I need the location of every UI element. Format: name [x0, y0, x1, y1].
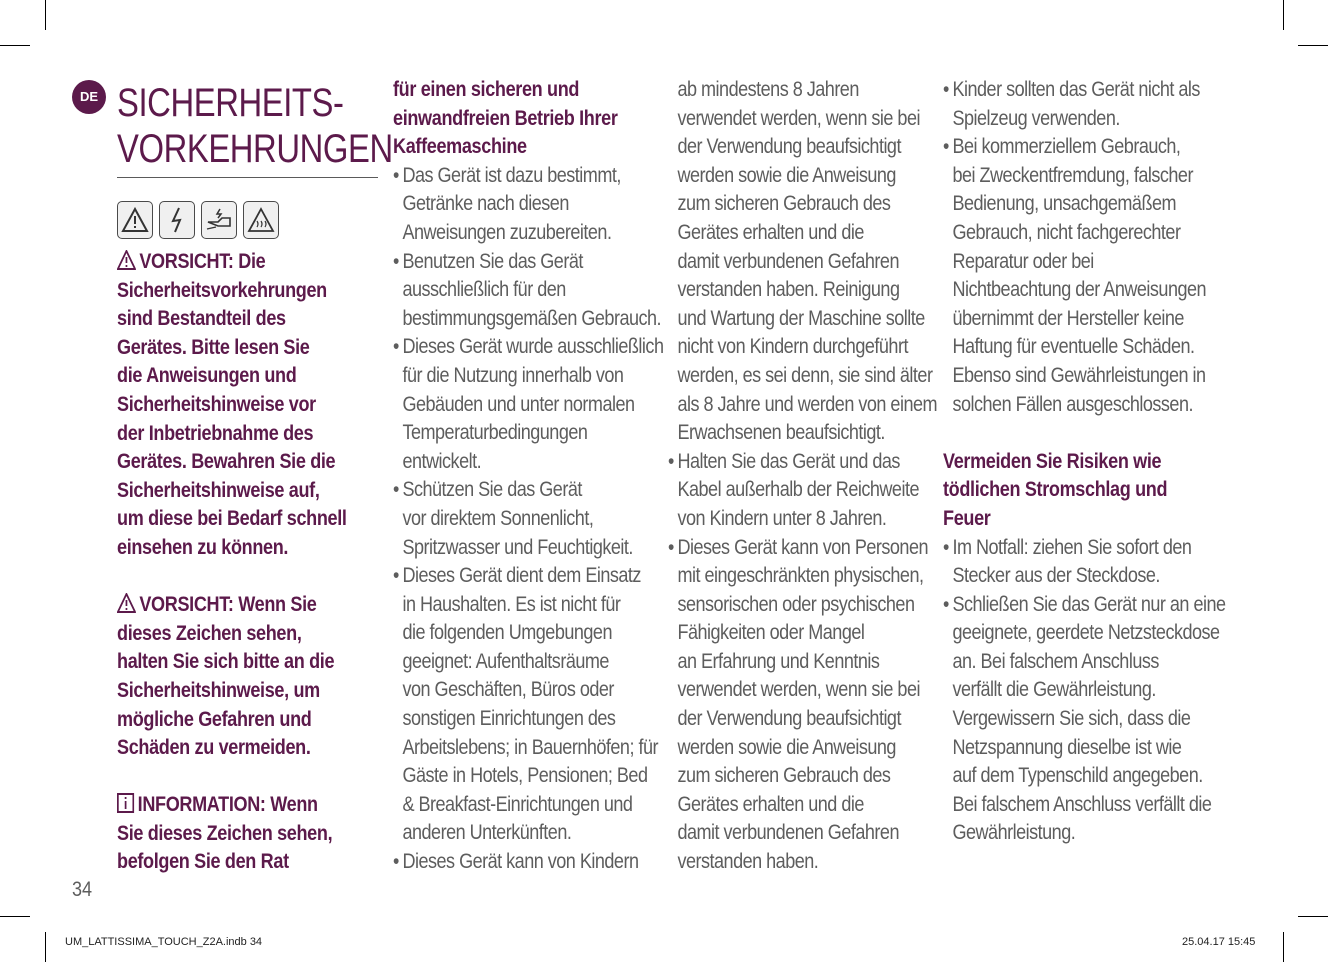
text-line: [117, 791, 347, 820]
text-line: Vergewissern Sie sich, dass die: [952, 707, 1191, 731]
text-line: zum sicheren Gebrauch des: [677, 764, 891, 788]
text-line: zum sicheren Gebrauch des: [677, 192, 891, 216]
text-line: verstanden haben. Reinigung: [677, 278, 900, 302]
text-line: Gewährleistung.: [952, 821, 1076, 845]
text-line: Bei kommerziellem Gebrauch,: [952, 135, 1181, 159]
text-line: Feuer: [943, 506, 991, 530]
list-item: • Im Notfall: ziehen Sie sofort den Stecker aus der Steckdose.: [943, 534, 1226, 591]
text-line: & Breakfast-Einrichtungen und: [402, 792, 633, 816]
text-line: Netzspannung dieselbe ist wie: [952, 735, 1182, 759]
text-line: INFORMATION: Wenn: [137, 793, 318, 817]
text-line: Spielzeug verwenden.: [952, 106, 1120, 130]
text-line: VORSICHT: Wenn Sie: [139, 593, 317, 617]
text-line: Schützen Sie das Gerät: [402, 478, 582, 502]
text-line: Stecker aus der Steckdose.: [952, 564, 1160, 588]
text-line: der Inbetriebnahme des: [117, 421, 314, 445]
text-line: Kaffeemaschine: [393, 135, 527, 159]
text-line: Gäste in Hotels, Pensionen; Bed: [402, 764, 648, 788]
text-line: für die Nutzung innerhalb von: [402, 363, 624, 387]
list-item: • Das Gerät ist dazu bestimmt, Getränke nach diesen Anweisungen zuzubereiten.: [393, 162, 663, 248]
text-line: Das Gerät ist dazu bestimmt,: [402, 163, 621, 187]
text-line: VORSICHT: Die: [139, 250, 266, 273]
text-line: Sicherheitshinweise auf,: [117, 478, 320, 502]
text-line: von Geschäften, Büros oder: [402, 678, 614, 702]
text-line: an Erfahrung und Kenntnis: [677, 649, 880, 673]
text-line: die folgenden Umgebungen: [402, 621, 612, 645]
warning-icon: [117, 201, 153, 239]
list-item-continuation: [668, 76, 937, 448]
list-item: • Dieses Gerät kann von Kindern: [393, 848, 663, 877]
text-line: Dieses Gerät dient dem Einsatz: [402, 564, 641, 588]
text-line: Schäden zu vermeiden.: [117, 736, 311, 760]
text-line: dieses Zeichen sehen,: [117, 621, 302, 645]
warning-block-1: [117, 248, 347, 877]
text-line: entwickelt.: [402, 449, 482, 473]
text-line: Haftung für eventuelle Schäden.: [952, 335, 1195, 359]
section-heading: [393, 76, 663, 162]
text-line: für einen sicheren und: [393, 78, 580, 101]
text-line: der Verwendung beaufsichtigt: [677, 707, 901, 731]
text-line: tödlichen Stromschlag und: [943, 478, 1168, 502]
text-line: einwandfreien Betrieb Ihrer: [393, 106, 618, 130]
text-line: einsehen zu können.: [117, 535, 289, 559]
text-line: [117, 248, 347, 277]
text-line: Kabel außerhalb der Reichweite: [677, 478, 919, 502]
text-line: werden sowie die Anweisung: [677, 735, 896, 759]
text-line: verstanden haben.: [677, 850, 819, 874]
hot-surface-icon: [243, 201, 279, 239]
text-line: nicht von Kindern durchgeführt: [677, 335, 908, 359]
list-item: • Schützen Sie das Gerät vor direktem Sonnenlicht, Spritzwasser und Feuchtigkeit.: [393, 476, 663, 562]
electric-shock-icon: [159, 201, 195, 239]
text-line: die Anweisungen und: [117, 364, 297, 388]
text-line: ab mindestens 8 Jahren: [677, 78, 859, 101]
text-line: ausschließlich für den: [402, 278, 566, 302]
hand-hazard-icon: [201, 201, 237, 239]
text-line: mit eingeschränkten physischen,: [677, 564, 924, 588]
text-line: Fähigkeiten oder Mangel: [677, 621, 865, 645]
list-item: • Halten Sie das Gerät und das Kabel außerhalb der Reichweite von Kindern unter 8 Jahren.: [668, 448, 937, 534]
text-line: Gerätes erhalten und die: [677, 792, 864, 816]
list-item: • Dieses Gerät kann von Personen mit eingeschränkten physischen, sensorischen oder psychischen Fähigkeiten oder Mangel an Erfahrung und Kenntnis verwendet werden, wenn sie bei der Verwendung beaufsichtigt werden sowie die Anweisung zum sicheren Gebrauch des Gerätes erhalten und die damit verbundenen Gefahren verstanden haben.: [668, 534, 937, 877]
text-line: damit verbundenen Gefahren: [677, 249, 899, 273]
text-line: vor direktem Sonnenlicht,: [402, 506, 594, 530]
text-line: Bei falschem Anschluss verfällt die: [952, 792, 1212, 816]
crop-mark: [45, 932, 46, 962]
page-number: 34: [72, 878, 93, 901]
text-line: anderen Unterkünften.: [402, 821, 572, 845]
text-line: halten Sie sich bitte an die: [117, 650, 335, 674]
crop-mark: [1298, 916, 1328, 917]
text-line: Sicherheitshinweise, um: [117, 678, 320, 702]
text-line: sonstigen Einrichtungen des: [402, 707, 616, 731]
list-item: • Dieses Gerät dient dem Einsatz in Haushalten. Es ist nicht für die folgenden Umgebungen geeignet: Aufenthaltsräume von Geschäften, Büros oder sonstigen Einrichtungen des Arbeitslebens; in Bauernhöfen; für Gäste in Hotels, Pensionen; Bed & Breakfast-Einrichtungen und anderen Unterkünften.: [393, 562, 663, 848]
text-line: verwendet werden, wenn sie bei: [677, 678, 920, 702]
text-line: an. Bei falschem Anschluss: [952, 649, 1159, 673]
column-2: [393, 76, 708, 877]
safety-icon-row: [117, 201, 279, 239]
text-line: in Haushalten. Es ist nicht für: [402, 592, 621, 616]
text-line: Ebenso sind Gewährleistungen in: [952, 363, 1206, 387]
warning-icon: [117, 250, 136, 270]
text-line: Vermeiden Sie Risiken wie: [943, 449, 1162, 473]
title-line: SICHERHEITS-: [117, 81, 344, 125]
section-heading: [943, 448, 1226, 534]
text-line: Anweisungen zuzubereiten.: [402, 220, 612, 244]
page-title: [117, 80, 393, 172]
text-line: Gebäuden und unter normalen: [402, 392, 635, 416]
bullet-list: [668, 76, 937, 877]
text-line: als 8 Jahre und werden von einem: [677, 392, 938, 416]
column-4: [943, 76, 1272, 848]
text-line: Im Notfall: ziehen Sie sofort den: [952, 535, 1192, 559]
text-line: Sicherheitsvorkehrungen: [117, 278, 327, 302]
text-line: Dieses Gerät kann von Kindern: [402, 850, 639, 874]
list-item: • Dieses Gerät wurde ausschließlich für die Nutzung innerhalb von Gebäuden und unter normalen Temperaturbedingungen entwickelt.: [393, 333, 663, 476]
crop-mark: [1283, 0, 1284, 30]
text-line: Reparatur oder bei: [952, 249, 1094, 273]
title-line: VORKEHRUNGEN: [117, 127, 393, 171]
language-badge: DE: [72, 80, 106, 114]
text-line: mögliche Gefahren und: [117, 707, 312, 731]
crop-mark: [1298, 45, 1328, 46]
text-line: Dieses Gerät kann von Personen: [677, 535, 929, 559]
text-line: der Verwendung beaufsichtigt: [677, 135, 901, 159]
text-line: werden sowie die Anweisung: [677, 163, 896, 187]
text-line: verwendet werden, wenn sie bei: [677, 106, 920, 130]
text-line: und Wartung der Maschine sollte: [677, 306, 925, 330]
text-line: geeignete, geerdete Netzsteckdose: [952, 621, 1220, 645]
text-line: Bedienung, unsachgemäßem: [952, 192, 1177, 216]
text-line: Erwachsenen beaufsichtigt.: [677, 421, 885, 445]
text-line: Temperaturbedingungen: [402, 421, 588, 445]
text-line: Gerätes. Bitte lesen Sie: [117, 335, 310, 359]
text-line: auf dem Typenschild angegeben.: [952, 764, 1203, 788]
text-line: Arbeitslebens; in Bauernhöfen; für: [402, 735, 659, 759]
column-3: [668, 76, 981, 877]
text-line: Schließen Sie das Gerät nur an eine: [952, 592, 1226, 616]
list-item: • Benutzen Sie das Gerät ausschließlich für den bestimmungsgemäßen Gebrauch.: [393, 248, 663, 334]
text-line: Gebrauch, nicht fachgerechter: [952, 220, 1181, 244]
text-line: Nichtbeachtung der Anweisungen: [952, 278, 1207, 302]
info-icon: [117, 793, 134, 813]
footer-filename: UM_LATTISSIMA_TOUCH_Z2A.indb 34: [65, 936, 263, 948]
text-line: verfällt die Gewährleistung.: [952, 678, 1156, 702]
text-line: bei Zweckentfremdung, falscher: [952, 163, 1193, 187]
text-line: Sie dieses Zeichen sehen,: [117, 821, 333, 845]
text-line: geeignet: Aufenthaltsräume: [402, 649, 609, 673]
text-line: Spritzwasser und Feuchtigkeit.: [402, 535, 633, 559]
text-line: Getränke nach diesen: [402, 192, 569, 216]
list-item: • Bei kommerziellem Gebrauch, bei Zweckentfremdung, falscher Bedienung, unsachgemäßem Gebrauch, nicht fachgerechter Reparatur oder bei Nichtbeachtung der Anweisungen übernimmt der Hersteller keine Haftung für eventuelle Schäden. Ebenso sind Gewährleistungen in solchen Fällen ausgeschlossen.: [943, 133, 1226, 419]
text-line: Kinder sollten das Gerät nicht als: [952, 78, 1200, 101]
text-line: Halten Sie das Gerät und das: [677, 449, 900, 473]
warning-icon: [117, 593, 136, 613]
crop-mark: [1283, 932, 1284, 962]
text-line: um diese bei Bedarf schnell: [117, 507, 347, 531]
text-line: Benutzen Sie das Gerät: [402, 249, 583, 273]
text-line: befolgen Sie den Rat: [117, 850, 289, 874]
bullet-list: [393, 162, 663, 877]
text-line: sensorischen oder psychischen: [677, 592, 915, 616]
text-line: [117, 591, 347, 620]
crop-mark: [0, 45, 30, 46]
column-1: [117, 248, 384, 877]
text-line: werden, es sei denn, sie sind älter: [677, 363, 933, 387]
crop-mark: [0, 916, 30, 917]
text-line: Gerätes. Bewahren Sie die: [117, 450, 336, 474]
title-divider: [117, 177, 378, 178]
text-line: Sicherheitshinweise vor: [117, 392, 316, 416]
list-item: • Kinder sollten das Gerät nicht als Spielzeug verwenden.: [943, 76, 1226, 133]
text-line: damit verbundenen Gefahren: [677, 821, 899, 845]
bullet-list: [943, 534, 1226, 849]
text-line: sind Bestandteil des: [117, 307, 286, 331]
text-line: Dieses Gerät wurde ausschließlich: [402, 335, 664, 359]
text-line: Gerätes erhalten und die: [677, 220, 864, 244]
text-line: solchen Fällen ausgeschlossen.: [952, 392, 1193, 416]
text-line: bestimmungsgemäßen Gebrauch.: [402, 306, 662, 330]
footer-timestamp: 25.04.17 15:45: [1182, 936, 1256, 948]
crop-mark: [45, 0, 46, 30]
text-line: übernimmt der Hersteller keine: [952, 306, 1184, 330]
list-item: • Schließen Sie das Gerät nur an eine geeignete, geerdete Netzsteckdose an. Bei falschem Anschluss verfällt die Gewährleistung. Vergewissern Sie sich, dass die Netzspannung dieselbe ist wie auf dem Typenschild angegeben. Bei falschem Anschluss verfällt die Gewährleistung.: [943, 591, 1226, 848]
bullet-list: [943, 76, 1226, 419]
text-line: von Kindern unter 8 Jahren.: [677, 506, 887, 530]
